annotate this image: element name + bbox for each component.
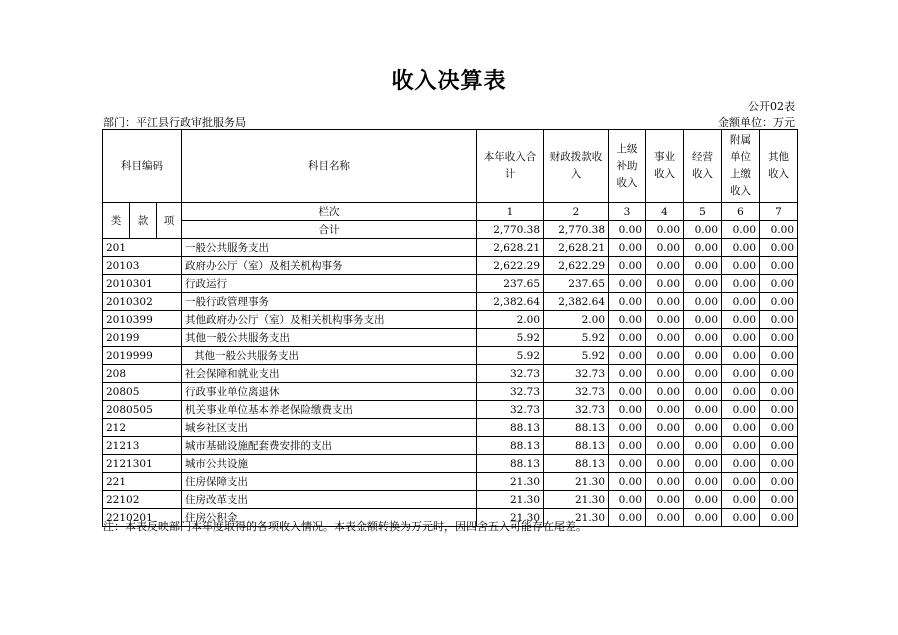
total-cell: 2,770.38 [477,221,544,239]
amount-cell: 0.00 [646,509,684,527]
amount-cell: 32.73 [477,365,544,383]
amount-cell: 0.00 [609,257,646,275]
amount-cell: 0.00 [684,437,722,455]
amount-cell: 0.00 [722,509,760,527]
subject-name: 一般行政管理事务 [182,293,477,311]
amount-cell: 0.00 [609,455,646,473]
amount-cell: 88.13 [477,455,544,473]
amount-cell: 0.00 [760,347,798,365]
amount-cell: 0.00 [684,383,722,401]
amount-cell: 0.00 [609,509,646,527]
subject-name: 住房公积金 [182,509,477,527]
amount-cell: 2,628.21 [477,239,544,257]
amount-cell: 88.13 [544,437,609,455]
amount-cell: 0.00 [609,365,646,383]
column-number-row [103,203,798,221]
amount-cell: 0.00 [646,491,684,509]
table-row [103,383,798,401]
amount-cell: 88.13 [477,437,544,455]
amount-cell: 237.65 [544,275,609,293]
subject-code: 2010399 [103,311,182,329]
amount-cell: 2,382.64 [477,293,544,311]
amount-cell: 0.00 [760,365,798,383]
amount-cell: 0.00 [609,329,646,347]
amount-cell: 0.00 [760,509,798,527]
amount-cell: 21.30 [477,491,544,509]
amount-cell: 0.00 [646,257,684,275]
amount-cell: 0.00 [760,311,798,329]
amount-cell: 0.00 [722,365,760,383]
amount-cell: 2,382.64 [544,293,609,311]
subject-name: 社会保障和就业支出 [182,365,477,383]
header-fiscal: 财政拨款收入 [544,130,609,203]
amount-cell: 0.00 [646,329,684,347]
amount-cell: 2.00 [477,311,544,329]
subject-name: 城乡社区支出 [182,419,477,437]
amount-cell: 0.00 [760,383,798,401]
income-table [102,129,798,527]
amount-cell: 2,622.29 [477,257,544,275]
amount-cell: 0.00 [684,293,722,311]
header-total: 本年收入合计 [477,130,544,203]
amount-cell: 0.00 [722,311,760,329]
amount-cell: 0.00 [646,239,684,257]
amount-cell: 237.65 [477,275,544,293]
amount-cell: 0.00 [722,401,760,419]
amount-cell: 0.00 [684,509,722,527]
amount-cell: 0.00 [646,383,684,401]
amount-cell: 0.00 [684,239,722,257]
amount-cell: 0.00 [609,239,646,257]
table-row [103,275,798,293]
subject-name: 一般公共服务支出 [182,239,477,257]
amount-cell: 88.13 [544,419,609,437]
amount-cell: 0.00 [609,347,646,365]
table-row [103,257,798,275]
page-title: 收入决算表 [391,69,507,94]
amount-cell: 0.00 [760,275,798,293]
amount-cell: 0.00 [722,437,760,455]
table-row [103,347,798,365]
total-cell: 0.00 [722,221,760,239]
subject-name: 机关事业单位基本养老保险缴费支出 [182,401,477,419]
table-row [103,293,798,311]
total-cell: 0.00 [609,221,646,239]
subject-code: 221 [103,473,182,491]
amount-cell: 0.00 [722,239,760,257]
amount-cell: 0.00 [646,401,684,419]
amount-cell: 21.30 [544,491,609,509]
amount-cell: 0.00 [609,401,646,419]
amount-unit-label: 金额单位：万元 [718,116,795,129]
amount-cell: 0.00 [760,239,798,257]
amount-cell: 21.30 [477,473,544,491]
amount-cell: 32.73 [477,383,544,401]
total-cell: 0.00 [684,221,722,239]
amount-cell: 0.00 [684,347,722,365]
header-name: 科目名称 [182,130,477,203]
header-superior: 上级补助收入 [609,130,646,203]
header-lanci: 栏次 [182,203,477,221]
amount-cell: 0.00 [684,311,722,329]
amount-cell: 0.00 [646,347,684,365]
subject-code: 2010302 [103,293,182,311]
subject-code: 201 [103,239,182,257]
table-row [103,401,798,419]
amount-cell: 0.00 [609,491,646,509]
subject-name: 住房改革支出 [182,491,477,509]
amount-cell: 0.00 [646,293,684,311]
header-row [103,130,798,203]
table-row [103,239,798,257]
amount-cell: 0.00 [760,437,798,455]
amount-cell: 0.00 [760,329,798,347]
table-row [103,365,798,383]
amount-cell: 0.00 [760,419,798,437]
amount-cell: 0.00 [684,275,722,293]
amount-cell: 0.00 [760,293,798,311]
amount-cell: 0.00 [609,437,646,455]
amount-cell: 21.30 [477,509,544,527]
amount-cell: 0.00 [609,275,646,293]
amount-cell: 0.00 [609,383,646,401]
amount-cell: 88.13 [544,455,609,473]
amount-cell: 0.00 [722,347,760,365]
subject-name: 其他政府办公厅（室）及相关机构事务支出 [182,311,477,329]
amount-cell: 0.00 [684,401,722,419]
subject-code: 20103 [103,257,182,275]
amount-cell: 0.00 [684,455,722,473]
amount-cell: 0.00 [722,329,760,347]
amount-cell: 5.92 [477,329,544,347]
amount-cell: 0.00 [760,401,798,419]
subject-name: 住房保障支出 [182,473,477,491]
header-kuan: 款 [130,203,157,239]
amount-cell: 0.00 [609,311,646,329]
col-number: 3 [609,203,646,221]
header-other: 其他收入 [760,130,798,203]
table-row [103,473,798,491]
amount-cell: 0.00 [760,491,798,509]
amount-cell: 21.30 [544,509,609,527]
subject-code: 2019999 [103,347,182,365]
amount-cell: 0.00 [684,329,722,347]
table-row [103,329,798,347]
total-cell: 2,770.38 [544,221,609,239]
amount-cell: 32.73 [544,383,609,401]
header-operating: 经营收入 [684,130,722,203]
amount-cell: 5.92 [544,347,609,365]
amount-cell: 32.73 [477,401,544,419]
amount-cell: 5.92 [477,347,544,365]
amount-cell: 0.00 [609,293,646,311]
table-row [103,455,798,473]
amount-cell: 32.73 [544,401,609,419]
amount-cell: 0.00 [722,491,760,509]
amount-cell: 21.30 [544,473,609,491]
amount-cell: 0.00 [684,473,722,491]
amount-cell: 0.00 [684,491,722,509]
amount-cell: 0.00 [646,311,684,329]
subject-code: 22102 [103,491,182,509]
amount-cell: 0.00 [760,455,798,473]
amount-cell: 0.00 [646,419,684,437]
department-label: 部门：平江县行政审批服务局 [103,116,246,129]
amount-cell: 0.00 [722,419,760,437]
subject-code: 21213 [103,437,182,455]
total-label: 合计 [182,221,477,239]
col-number: 7 [760,203,798,221]
table-row [103,491,798,509]
amount-cell: 0.00 [646,437,684,455]
header-xiang: 项 [157,203,182,239]
subject-name: 其他一般公共服务支出 [182,347,477,365]
footnote: 注：本表反映部门本年度取得的各项收入情况。本表金额转换为万元时，因四舍五入可能存在尾差。 [103,520,587,533]
amount-cell: 32.73 [544,365,609,383]
amount-cell: 0.00 [722,383,760,401]
col-number: 4 [646,203,684,221]
subject-name: 行政事业单位离退休 [182,383,477,401]
header-lei: 类 [103,203,130,239]
table-row [103,437,798,455]
subject-code: 2010301 [103,275,182,293]
amount-cell: 0.00 [760,257,798,275]
table-row [103,419,798,437]
amount-cell: 0.00 [722,473,760,491]
amount-cell: 0.00 [722,293,760,311]
amount-cell: 2.00 [544,311,609,329]
col-number: 1 [477,203,544,221]
subject-code: 212 [103,419,182,437]
total-cell: 0.00 [646,221,684,239]
subject-name: 行政运行 [182,275,477,293]
amount-cell: 0.00 [684,419,722,437]
col-number: 5 [684,203,722,221]
table-row [103,311,798,329]
amount-cell: 0.00 [646,473,684,491]
amount-cell: 0.00 [722,257,760,275]
amount-cell: 2,628.21 [544,239,609,257]
header-code-group: 科目编码 [103,130,182,203]
subject-code: 2210201 [103,509,182,527]
subject-code: 20199 [103,329,182,347]
amount-cell: 0.00 [722,275,760,293]
subject-name: 城市公共设施 [182,455,477,473]
col-number: 6 [722,203,760,221]
subject-name: 政府办公厅（室）及相关机构事务 [182,257,477,275]
subject-code: 208 [103,365,182,383]
subject-code: 2080505 [103,401,182,419]
amount-cell: 0.00 [722,455,760,473]
amount-cell: 5.92 [544,329,609,347]
subject-code: 2121301 [103,455,182,473]
table-code: 公开02表 [748,100,795,113]
amount-cell: 88.13 [477,419,544,437]
total-cell: 0.00 [760,221,798,239]
amount-cell: 0.00 [760,473,798,491]
amount-cell: 0.00 [646,455,684,473]
header-business: 事业收入 [646,130,684,203]
amount-cell: 2,622.29 [544,257,609,275]
subject-name: 其他一般公共服务支出 [182,329,477,347]
subject-code: 20805 [103,383,182,401]
amount-cell: 0.00 [646,275,684,293]
amount-cell: 0.00 [684,365,722,383]
amount-cell: 0.00 [609,419,646,437]
total-row [103,221,798,239]
header-affiliated: 附属单位上缴收入 [722,130,760,203]
col-number: 2 [544,203,609,221]
subject-name: 城市基础设施配套费安排的支出 [182,437,477,455]
amount-cell: 0.00 [684,257,722,275]
amount-cell: 0.00 [646,365,684,383]
amount-cell: 0.00 [609,473,646,491]
